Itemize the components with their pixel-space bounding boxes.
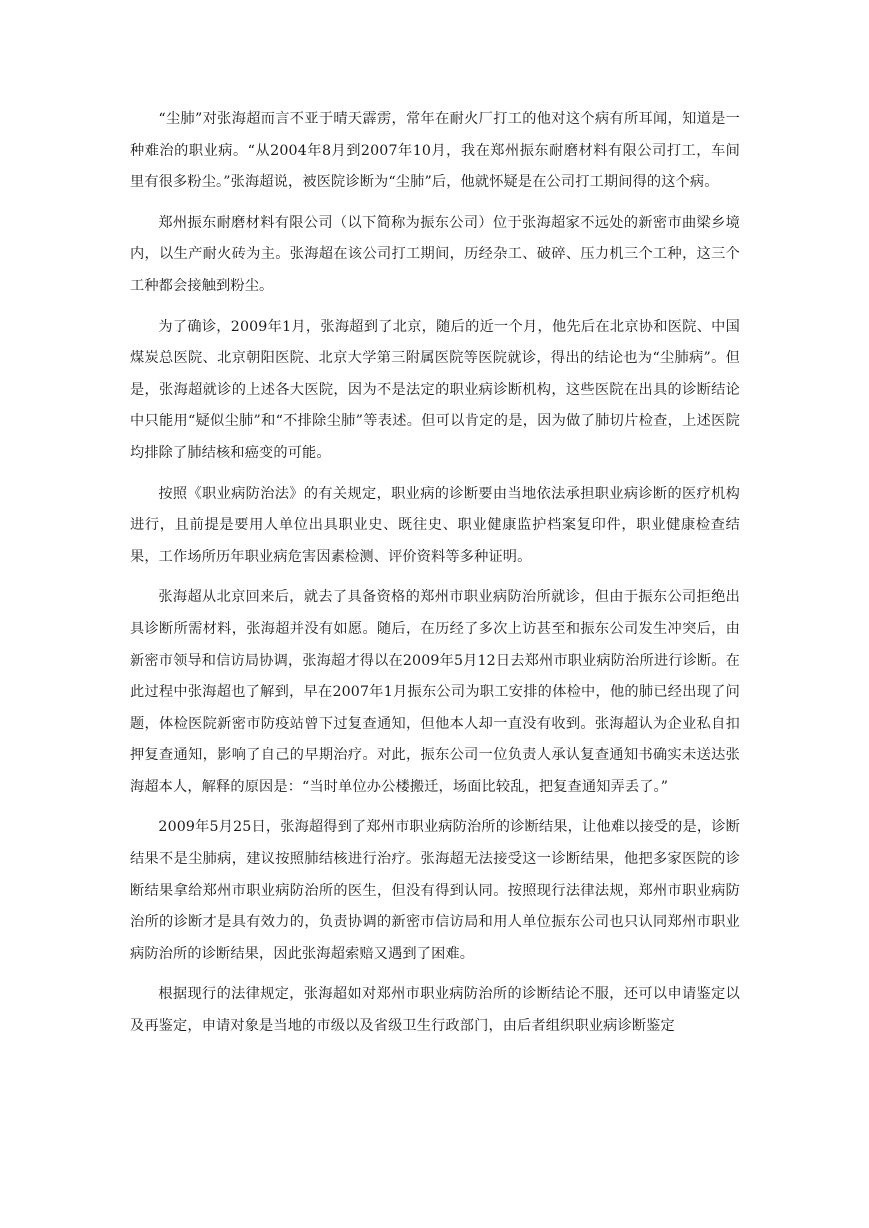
paragraph-7: 根据现行的法律规定，张海超如对郑州市职业病防治所的诊断结论不服，还可以申请鉴定以及再鉴定，申请对象是当地的市级以及省级卫生行政部门，由后者组织职业病诊断鉴定 xyxy=(130,986,740,1035)
paragraph-2: 郑州振东耐磨材料有限公司（以下简称为振东公司）位于张海超家不远处的新密市曲梁乡境内，以生产耐火砖为主。张海超在该公司打工期间，历经杂工、破碎、压力机三个工种，这三个工种都会接触到粉尘。 xyxy=(130,214,740,294)
paragraph-1: “尘肺”对张海超而言不亚于晴天霹雳，常年在耐火厂打工的他对这个病有所耳闻，知道是一种难治的职业病。“从2004年8月到2007年10月，我在郑州振东耐磨材料有限公司打工，车间里有很多粉尘。”张海超说，被医院诊断为“尘肺”后，他就怀疑是在公司打工期间得的这个病。 xyxy=(130,111,740,191)
paragraph-3: 为了确诊，2009年1月，张海超到了北京，随后的近一个月，他先后在北京协和医院、中国煤炭总医院、北京朝阳医院、北京大学第三附属医院等医院就诊，得出的结论也为“尘肺病”。但是，张海超就诊的上述各大医院，因为不是法定的职业病诊断机构，这些医院在出具的诊断结论中只能用“疑似尘肺”和“不排除尘肺”等表述。但可以肯定的是，因为做了肺切片检查，上述医院均排除了肺结核和癌变的可能。 xyxy=(130,318,740,461)
paragraph-6: 2009年5月25日，张海超得到了郑州市职业病防治所的诊断结果，让他难以接受的是，诊断结果不是尘肺病，建议按照肺结核进行治疗。张海超无法接受这一诊断结果，他把多家医院的诊断结果拿给郑州市职业病防治所的医生，但没有得到认同。按照现行法律法规，郑州市职业病防治所的诊断才是具有效力的，负责协调的新密市信访局和用人单位振东公司也只认同郑州市职业病防治所的诊断结果，因此张海超索赔又遇到了困难。 xyxy=(130,819,740,962)
paragraph-4: 按照《职业病防治法》的有关规定，职业病的诊断要由当地依法承担职业病诊断的医疗机构进行，且前提是要用人单位出具职业史、既往史、职业健康监护档案复印件，职业健康检查结果，工作场所历年职业病危害因素检测、评价资料等多种证明。 xyxy=(130,485,740,565)
paragraph-5: 张海超从北京回来后，就去了具备资格的郑州市职业病防治所就诊，但由于振东公司拒绝出具诊断所需材料，张海超并没有如愿。随后，在历经了多次上访甚至和振东公司发生冲突后，由新密市领导和信访局协调，张海超才得以在2009年5月12日去郑州市职业病防治所进行诊断。在此过程中张海超也了解到，早在2007年1月振东公司为职工安排的体检中，他的肺已经出现了问题，体检医院新密市防疫站曾下过复查通知，但他本人却一直没有收到。张海超认为企业私自扣押复查通知，影响了自己的早期治疗。对此，振东公司一位负责人承认复查通知书确实未送达张海超本人，解释的原因是：“当时单位办公楼搬迁，场面比较乱，把复查通知弄丢了。” xyxy=(130,589,740,795)
article-body xyxy=(130,104,740,1052)
